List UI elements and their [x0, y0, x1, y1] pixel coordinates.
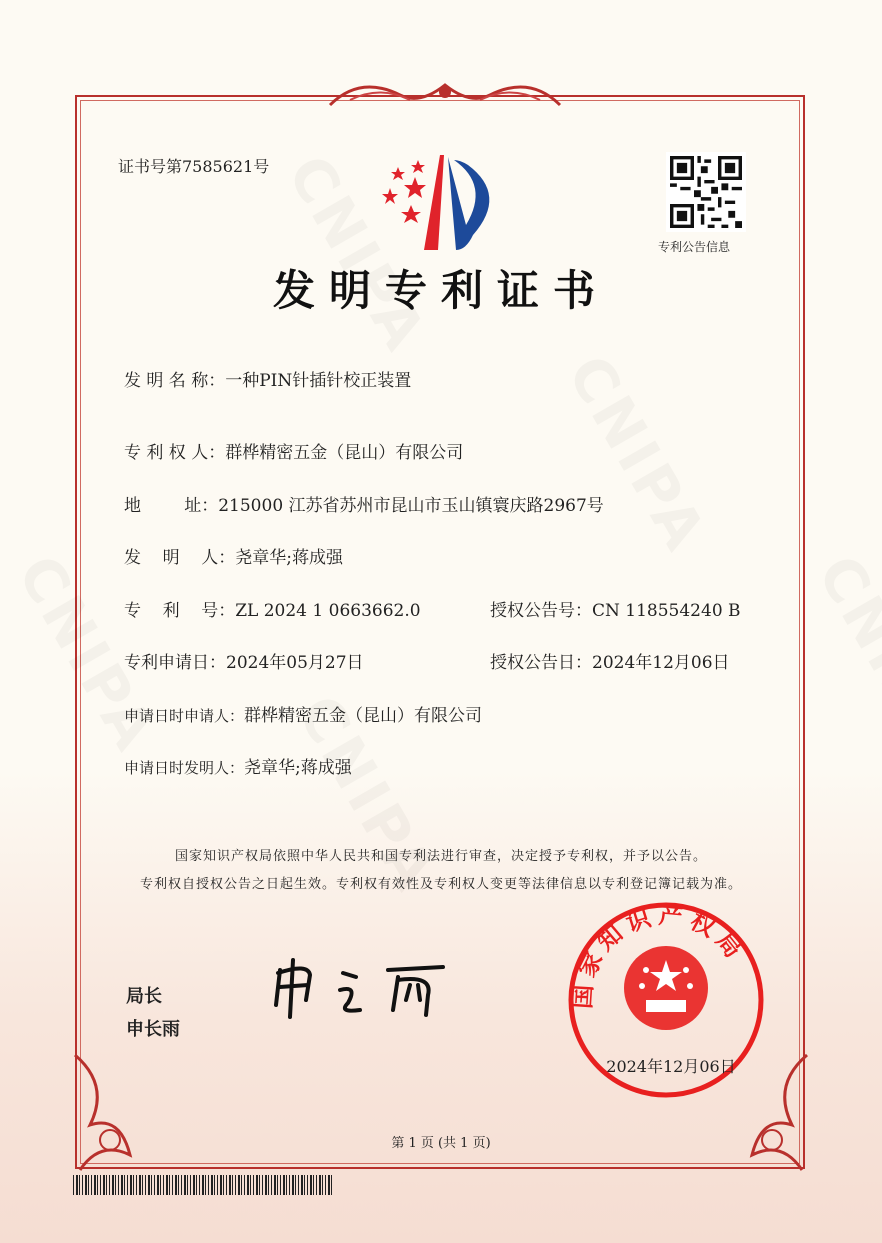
- bottom-left-ornament: [70, 1045, 160, 1175]
- watermark: [804, 544, 882, 764]
- field-patent-number: 专 利 号：ZL 2024 1 0663662.0: [124, 601, 421, 621]
- seal-date: 2024年12月06日: [606, 1057, 736, 1076]
- qr-code[interactable]: [666, 152, 746, 232]
- field-grant-publication-date: 授权公告日：2024年12月06日: [490, 653, 730, 673]
- signatory-title: 局长: [126, 986, 162, 1007]
- notice-line-2: 专利权自授权公告之日起生效。专利权有效性及专利权人变更等法律信息以专利登记簿记载为准。: [139, 877, 742, 892]
- page-info: 第 1 页 (共 1 页): [391, 1136, 491, 1151]
- field-address: 地 址：215000 江苏省苏州市昆山市玉山镇寰庆路2967号: [124, 496, 604, 516]
- barcode: [73, 1175, 333, 1195]
- field-grant-publication-number: 授权公告号：CN 118554240 B: [490, 601, 741, 621]
- top-ornament: [320, 70, 570, 115]
- field-applicant-at-filing: 申请日时申请人：群桦精密五金（昆山）有限公司: [124, 706, 483, 726]
- notice-line-1: 国家知识产权局依照中华人民共和国专利法进行审查，决定授予专利权，并予以公告。: [174, 849, 707, 864]
- cnipa-logo: [378, 155, 508, 250]
- seal-text: 国家知识产权局: [567, 900, 752, 1010]
- certificate-title: 发明专利证书: [272, 266, 609, 315]
- certificate-number: 证书号第7585621号: [118, 157, 270, 176]
- signature: [268, 955, 458, 1025]
- signatory-name: 申长雨: [126, 1019, 180, 1040]
- field-patentee: 专 利 权 人：群桦精密五金（昆山）有限公司: [124, 443, 464, 463]
- field-filing-date: 专利申请日：2024年05月27日: [124, 653, 364, 673]
- qr-label: 专利公告信息: [658, 240, 731, 254]
- field-invention-name: 发 明 名 称：一种PIN针插针校正装置: [124, 371, 412, 391]
- field-inventor-at-filing: 申请日时发明人：尧章华;蒋成强: [124, 758, 352, 778]
- field-inventor: 发 明 人：尧章华;蒋成强: [124, 548, 343, 568]
